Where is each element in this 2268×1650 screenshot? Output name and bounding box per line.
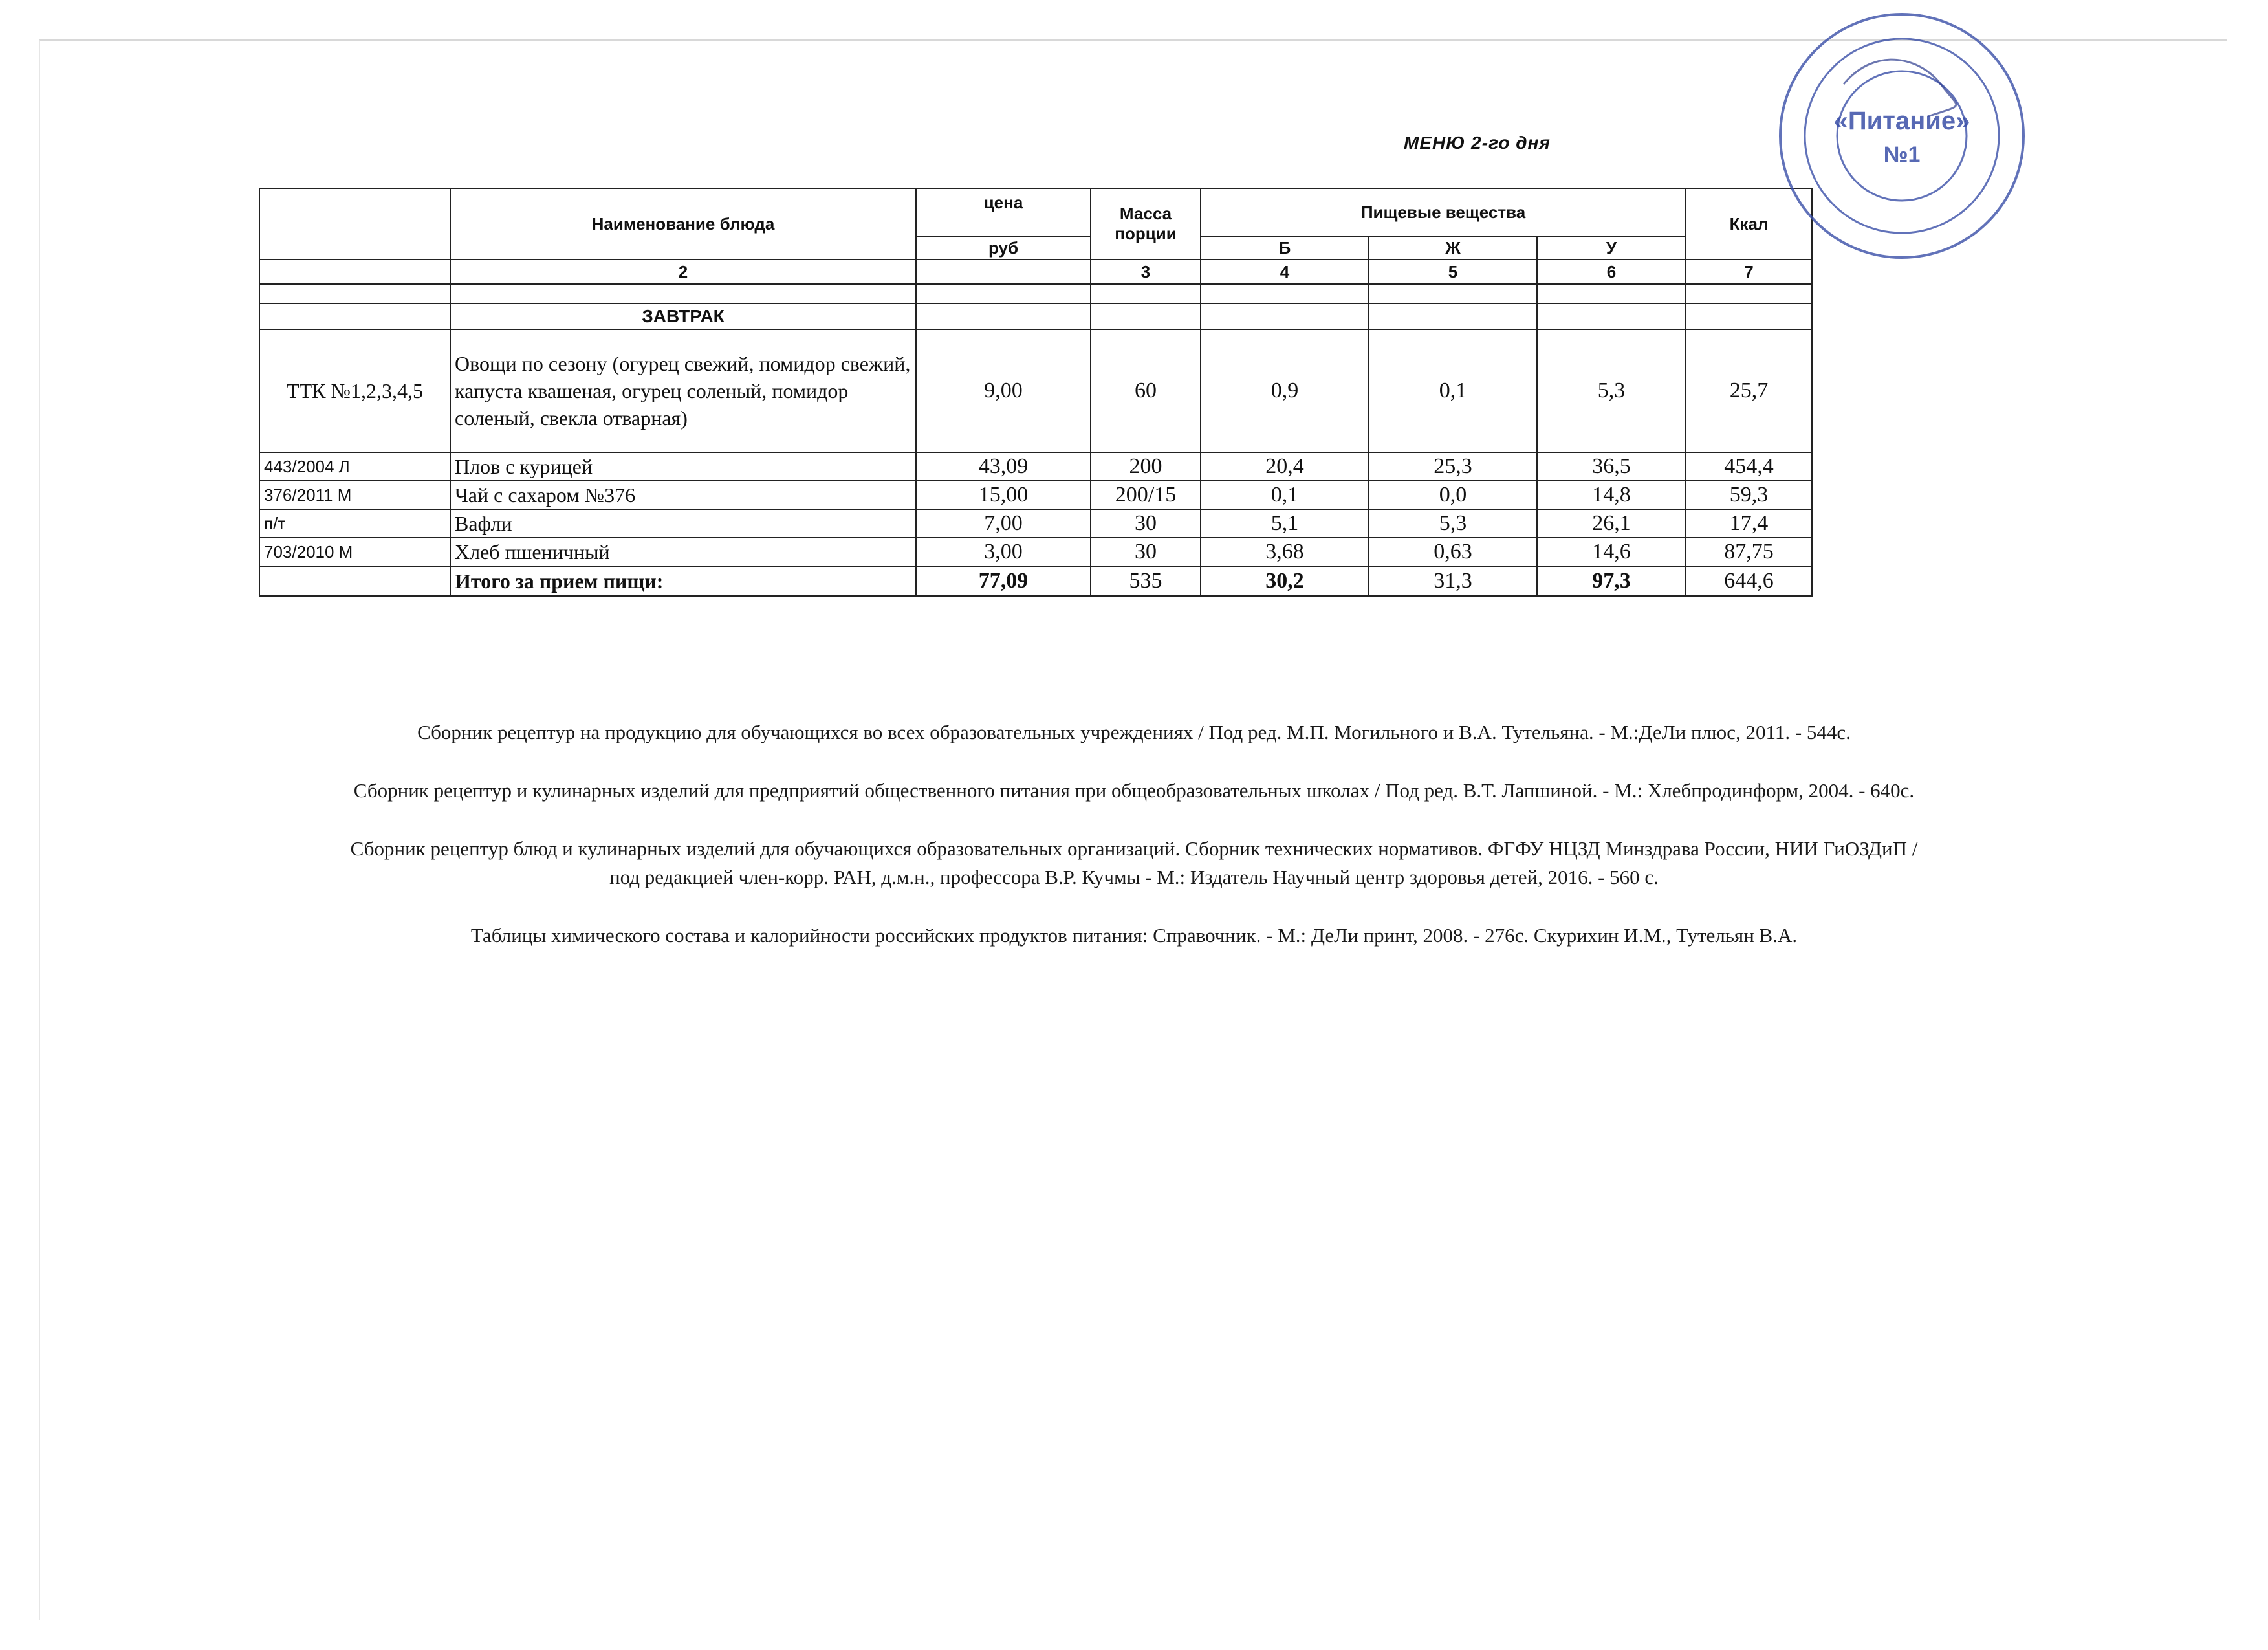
svg-text:«Питание»: «Питание» <box>1833 107 1970 135</box>
reference-3: Сборник рецептур блюд и кулинарных изделий для обучающихся образовательных организаций. Сборник технических нормативов. ФГФУ НЦЗД Минздрава России, НИИ ГиОЗДиП / <box>350 837 1918 860</box>
row-fat: 0,1 <box>1369 329 1537 452</box>
row-dish: Вафли <box>450 509 916 538</box>
total-price: 77,09 <box>916 566 1091 596</box>
reference-4: Таблицы химического состава и калорийности российских продуктов питания: Справочник. - М.: ДеЛи принт, 2008. - 276с. Скурихин И.М., Тутельян В.А. <box>470 924 1798 947</box>
header-kcal: Ккал <box>1686 188 1812 259</box>
header-mass: Масса порции <box>1091 188 1201 259</box>
row-fat: 25,3 <box>1369 452 1537 481</box>
row-fat: 5,3 <box>1369 509 1537 538</box>
row-code: 703/2010 М <box>259 538 450 566</box>
reference-1: Сборник рецептур на продукцию для обучающихся во всех образовательных учреждениях / Под ред. М.П. Могильного и В.А. Тутельяна. - М.:ДеЛи плюс, 2011. - 544с. <box>417 721 1851 743</box>
row-price: 43,09 <box>916 452 1091 481</box>
row-protein: 0,9 <box>1201 329 1369 452</box>
header-protein: Б <box>1201 236 1369 259</box>
reference-3-cont: под редакцией член-корр. РАН, д.м.н., профессора В.Р. Кучмы - М.: Издатель Научный центр здоровья детей, 2016. - 560 с. <box>609 866 1659 888</box>
col-number-5: 5 <box>1369 259 1537 284</box>
total-kcal: 644,6 <box>1686 566 1812 596</box>
row-dish: Плов с курицей <box>450 452 916 481</box>
row-dish: Хлеб пшеничный <box>450 538 916 566</box>
col-number-6: 6 <box>1537 259 1686 284</box>
row-code: 443/2004 Л <box>259 452 450 481</box>
row-price: 7,00 <box>916 509 1091 538</box>
row-protein: 20,4 <box>1201 452 1369 481</box>
row-mass: 200/15 <box>1091 481 1201 509</box>
page-title: МЕНЮ 2-го дня <box>1404 133 1551 153</box>
row-carbs: 26,1 <box>1537 509 1686 538</box>
total-protein: 30,2 <box>1201 566 1369 596</box>
row-mass: 200 <box>1091 452 1201 481</box>
row-carbs: 5,3 <box>1537 329 1686 452</box>
table-row <box>259 452 1812 481</box>
col-number-3: 3 <box>1091 259 1201 284</box>
total-carbs: 97,3 <box>1537 566 1686 596</box>
total-row <box>259 566 1812 596</box>
table-row <box>259 481 1812 509</box>
svg-text:№1: №1 <box>1883 142 1921 167</box>
row-dish: Чай с сахаром №376 <box>450 481 916 509</box>
table-row <box>259 538 1812 566</box>
row-kcal: 454,4 <box>1686 452 1812 481</box>
total-blank <box>259 566 450 596</box>
row-carbs: 14,8 <box>1537 481 1686 509</box>
row-carbs: 14,6 <box>1537 538 1686 566</box>
header-blank-cell <box>259 188 450 259</box>
row-code: п/т <box>259 509 450 538</box>
row-kcal: 87,75 <box>1686 538 1812 566</box>
references <box>0 718 2268 950</box>
col-number-7: 7 <box>1686 259 1812 284</box>
row-kcal: 59,3 <box>1686 481 1812 509</box>
header-carbs: У <box>1537 236 1686 259</box>
menu-table-wrap <box>259 188 1811 597</box>
row-code: 376/2011 М <box>259 481 450 509</box>
section-breakfast: ЗАВТРАК <box>450 303 916 329</box>
col-number-blank <box>916 259 1091 284</box>
reference-2: Сборник рецептур и кулинарных изделий для предприятий общественного питания при общеобразовательных школах / Под ред. В.Т. Лапшиной. - М.: Хлебпродинформ, 2004. - 640с. <box>353 779 1915 802</box>
col-number-2: 2 <box>450 259 916 284</box>
table-row <box>259 509 1812 538</box>
row-kcal: 25,7 <box>1686 329 1812 452</box>
header-nutrients: Пищевые вещества <box>1201 188 1686 236</box>
table-row <box>259 329 1812 452</box>
row-dish: Овощи по сезону (огурец свежий, помидор свежий, капуста квашеная, огурец соленый, помидор соленый, свекла отварная) <box>450 329 916 452</box>
row-price: 9,00 <box>916 329 1091 452</box>
row-protein: 3,68 <box>1201 538 1369 566</box>
row-code: ТТК №1,2,3,4,5 <box>259 329 450 452</box>
row-mass: 30 <box>1091 538 1201 566</box>
header-dish-name: Наименование блюда <box>450 188 916 259</box>
total-fat: 31,3 <box>1369 566 1537 596</box>
row-mass: 30 <box>1091 509 1201 538</box>
row-mass: 60 <box>1091 329 1201 452</box>
header-fat: Ж <box>1369 236 1537 259</box>
company-seal <box>1772 6 2031 265</box>
row-fat: 0,0 <box>1369 481 1537 509</box>
col-number-blank <box>259 259 450 284</box>
row-kcal: 17,4 <box>1686 509 1812 538</box>
total-mass: 535 <box>1091 566 1201 596</box>
menu-table <box>259 188 1813 597</box>
row-protein: 0,1 <box>1201 481 1369 509</box>
row-price: 15,00 <box>916 481 1091 509</box>
col-number-4: 4 <box>1201 259 1369 284</box>
row-carbs: 36,5 <box>1537 452 1686 481</box>
row-fat: 0,63 <box>1369 538 1537 566</box>
header-price: цена <box>916 188 1091 236</box>
total-label: Итого за прием пищи: <box>450 566 916 596</box>
header-price-unit: руб <box>916 236 1091 259</box>
row-protein: 5,1 <box>1201 509 1369 538</box>
row-price: 3,00 <box>916 538 1091 566</box>
